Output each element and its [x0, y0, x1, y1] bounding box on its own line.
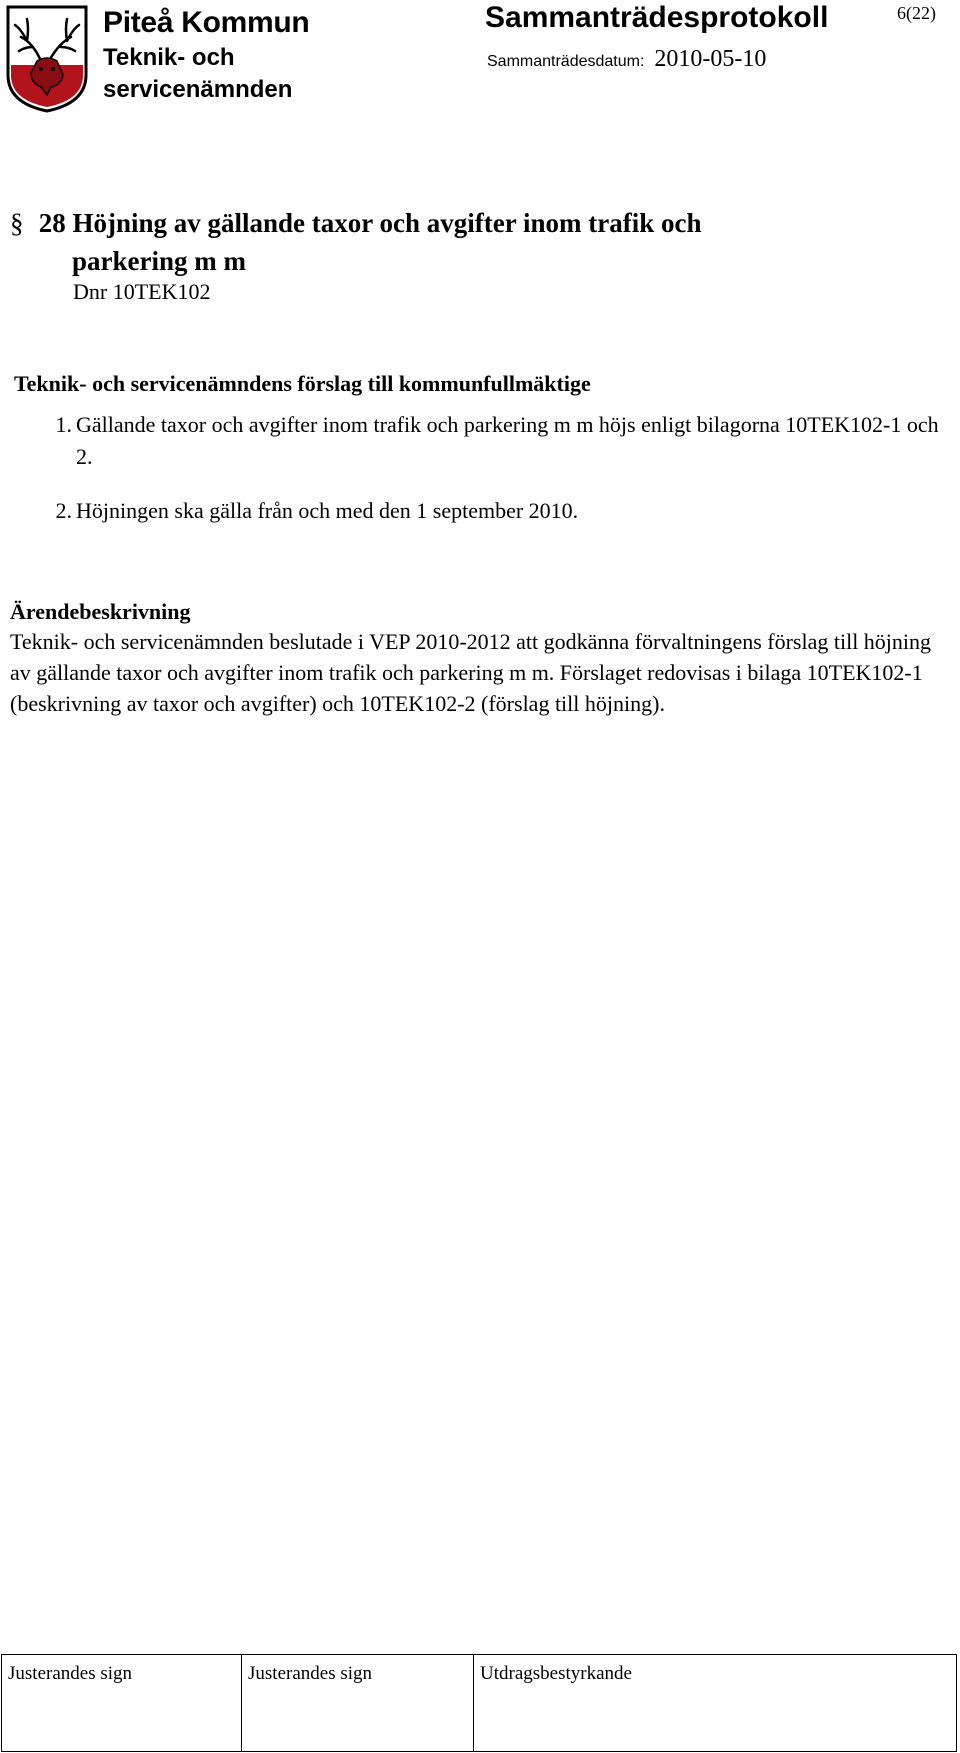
- municipality-logo: [3, 3, 91, 113]
- proposal-heading: Teknik- och servicenämndens förslag till kommunfullmäktige: [14, 371, 591, 396]
- meeting-date-row: [487, 44, 766, 77]
- paragraph-symbol: §: [10, 208, 24, 238]
- page-number: 6(22): [897, 3, 936, 23]
- list-item-text: Gällande taxor och avgifter inom trafik och parkering m m höjs enligt bilagorna 10TEK102-1 och 2.: [76, 412, 939, 469]
- signature-table: [1, 1654, 957, 1752]
- list-item: [14, 495, 944, 527]
- organization-block: [103, 4, 309, 106]
- description-body: Teknik- och servicenämnden beslutade i VEP 2010-2012 att godkänna förvaltningens förslag till höjning av gällande taxor och avgifter inom trafik och parkering m m. Förslaget redovisas i bilaga 10TEK102-1 (beskrivning av taxor och avgifter) och 10TEK102-2 (förslag till höjning).: [10, 629, 932, 716]
- signature-cell-adjuster-2: Justerandes sign: [242, 1655, 474, 1752]
- section-title-line2: parkering m m: [72, 246, 246, 276]
- proposal-list: [14, 409, 944, 527]
- signature-cell-adjuster-1: Justerandes sign: [2, 1655, 242, 1752]
- meeting-date-label: Sammanträdesdatum:: [487, 53, 645, 70]
- list-item-number: 1.: [55, 412, 72, 437]
- signature-cell-extract-certification: Utdragsbestyrkande: [474, 1655, 957, 1752]
- municipality-name: Piteå Kommun: [103, 6, 310, 39]
- list-item: [14, 409, 944, 473]
- meeting-date-value: 2010-05-10: [654, 46, 767, 72]
- description-heading: Ärendebeskrivning: [10, 599, 191, 624]
- section-title-line1: 28 Höjning av gällande taxor och avgifter inom trafik och: [38, 208, 702, 238]
- section-heading: [10, 204, 702, 280]
- diary-number: Dnr 10TEK102: [73, 279, 211, 304]
- protocol-title: Sammanträdesprotokoll: [485, 1, 829, 34]
- list-item-number: 2.: [55, 498, 72, 523]
- list-item-text: Höjningen ska gälla från och med den 1 september 2010.: [76, 498, 579, 523]
- committee-name: Teknik- och servicenämnden: [103, 44, 293, 103]
